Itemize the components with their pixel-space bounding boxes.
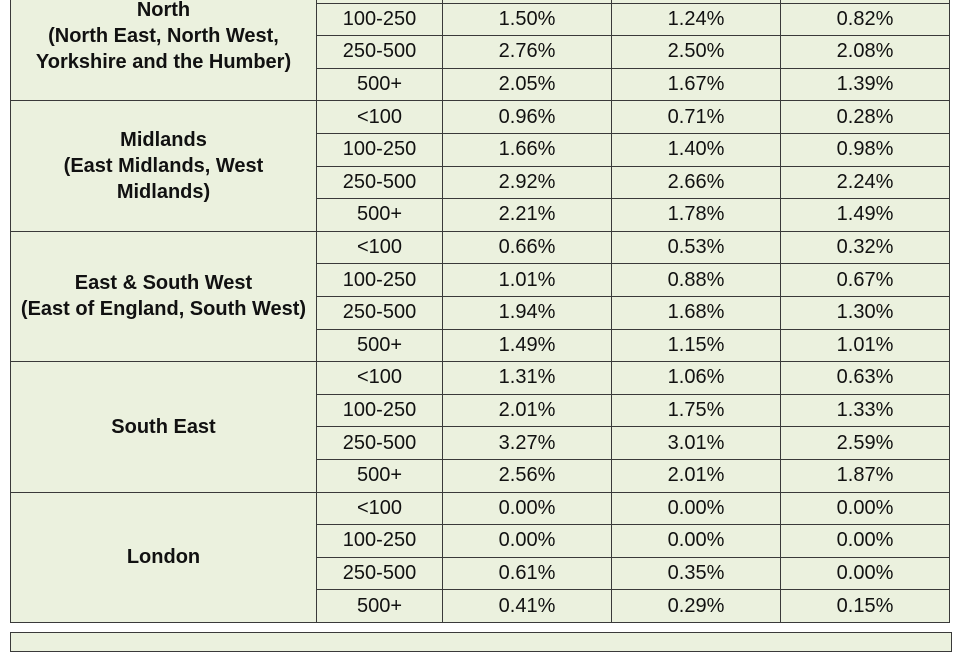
region-cell: [11, 101, 317, 231]
value-cell-1: 0.61%: [443, 557, 612, 590]
region-subregions: (North East, North West, Yorkshire and the Humber): [35, 24, 292, 73]
size-cell: <100: [317, 101, 443, 134]
region-name: South East: [111, 415, 216, 438]
value-cell-3: 0.67%: [781, 264, 950, 297]
size-cell: 100-250: [317, 133, 443, 166]
value-cell-3: 0.15%: [781, 590, 950, 623]
value-cell-2: 2.66%: [612, 166, 781, 199]
value-cell-2: 0.88%: [612, 264, 781, 297]
value-cell-2: 2.50%: [612, 36, 781, 69]
value-cell-1: 1.66%: [443, 133, 612, 166]
value-cell-3: 1.39%: [781, 68, 950, 101]
table-container: [10, 0, 950, 623]
value-cell-1: 0.66%: [443, 231, 612, 264]
size-cell: 500+: [317, 68, 443, 101]
region-cell: [11, 492, 317, 622]
size-cell: 250-500: [317, 557, 443, 590]
value-cell-2: 1.68%: [612, 296, 781, 329]
size-cell: 250-500: [317, 296, 443, 329]
value-cell-3: 2.24%: [781, 166, 950, 199]
value-cell-1: 1.01%: [443, 264, 612, 297]
size-cell: <100: [317, 362, 443, 395]
value-cell-1: 0.41%: [443, 590, 612, 623]
value-cell-2: 1.75%: [612, 394, 781, 427]
value-cell-3: 1.87%: [781, 459, 950, 492]
value-cell-2: 0.53%: [612, 231, 781, 264]
value-cell-2: 2.01%: [612, 459, 781, 492]
size-cell: 100-250: [317, 525, 443, 558]
value-cell-2: 1.06%: [612, 362, 781, 395]
region-cell: [11, 0, 317, 101]
region-subregions: (East of England, South West): [20, 298, 307, 321]
value-cell-2: 0.71%: [612, 101, 781, 134]
size-cell: <100: [317, 231, 443, 264]
size-cell: <100: [317, 492, 443, 525]
size-cell: 100-250: [317, 394, 443, 427]
value-cell-1: 2.05%: [443, 68, 612, 101]
value-cell-1: 0.96%: [443, 101, 612, 134]
size-cell: 500+: [317, 590, 443, 623]
size-cell: 250-500: [317, 427, 443, 460]
value-cell-1: 2.76%: [443, 36, 612, 69]
value-cell-1: 0.00%: [443, 525, 612, 558]
table-body: [11, 0, 950, 622]
value-cell-1: 2.21%: [443, 199, 612, 232]
value-cell-3: 1.49%: [781, 199, 950, 232]
value-cell-3: 1.30%: [781, 296, 950, 329]
regional-rates-table: [10, 0, 950, 623]
value-cell-1: 2.92%: [443, 166, 612, 199]
region-cell: [11, 362, 317, 492]
value-cell-2: 3.01%: [612, 427, 781, 460]
value-cell-3: 1.33%: [781, 394, 950, 427]
value-cell-2: 1.67%: [612, 68, 781, 101]
value-cell-1: 2.56%: [443, 459, 612, 492]
region-subregions: (East Midlands, West Midlands): [63, 155, 264, 204]
value-cell-2: 0.29%: [612, 590, 781, 623]
value-cell-3: 0.00%: [781, 492, 950, 525]
table-row: [11, 362, 950, 395]
size-cell: 250-500: [317, 36, 443, 69]
size-cell: 250-500: [317, 166, 443, 199]
value-cell-3: 0.82%: [781, 3, 950, 36]
value-cell-1: 2.01%: [443, 394, 612, 427]
value-cell-3: 0.32%: [781, 231, 950, 264]
value-cell-3: 0.98%: [781, 133, 950, 166]
value-cell-1: 1.49%: [443, 329, 612, 362]
value-cell-1: 1.31%: [443, 362, 612, 395]
value-cell-1: 3.27%: [443, 427, 612, 460]
value-cell-3: 0.28%: [781, 101, 950, 134]
value-cell-2: 1.15%: [612, 329, 781, 362]
size-cell: 100-250: [317, 3, 443, 36]
value-cell-2: 0.00%: [612, 525, 781, 558]
value-cell-3: 2.08%: [781, 36, 950, 69]
value-cell-1: 1.94%: [443, 296, 612, 329]
value-cell-2: 1.24%: [612, 3, 781, 36]
table-row: [11, 101, 950, 134]
region-name: London: [126, 546, 201, 569]
value-cell-2: 0.00%: [612, 492, 781, 525]
value-cell-2: 0.35%: [612, 557, 781, 590]
value-cell-2: 1.78%: [612, 199, 781, 232]
region-name: East & South West: [74, 272, 253, 295]
table-row: [11, 492, 950, 525]
value-cell-3: 1.01%: [781, 329, 950, 362]
size-cell: 500+: [317, 199, 443, 232]
value-cell-1: 1.50%: [443, 3, 612, 36]
value-cell-1: 0.00%: [443, 492, 612, 525]
region-name: Midlands: [120, 129, 207, 152]
value-cell-3: 0.63%: [781, 362, 950, 395]
value-cell-3: 0.00%: [781, 557, 950, 590]
value-cell-3: 2.59%: [781, 427, 950, 460]
size-cell: 500+: [317, 329, 443, 362]
value-cell-2: 1.40%: [612, 133, 781, 166]
table-footer-row: [10, 632, 952, 652]
region-name: North: [136, 0, 191, 21]
region-cell: [11, 231, 317, 361]
size-cell: 500+: [317, 459, 443, 492]
size-cell: 100-250: [317, 264, 443, 297]
value-cell-3: 0.00%: [781, 525, 950, 558]
table-row: [11, 231, 950, 264]
